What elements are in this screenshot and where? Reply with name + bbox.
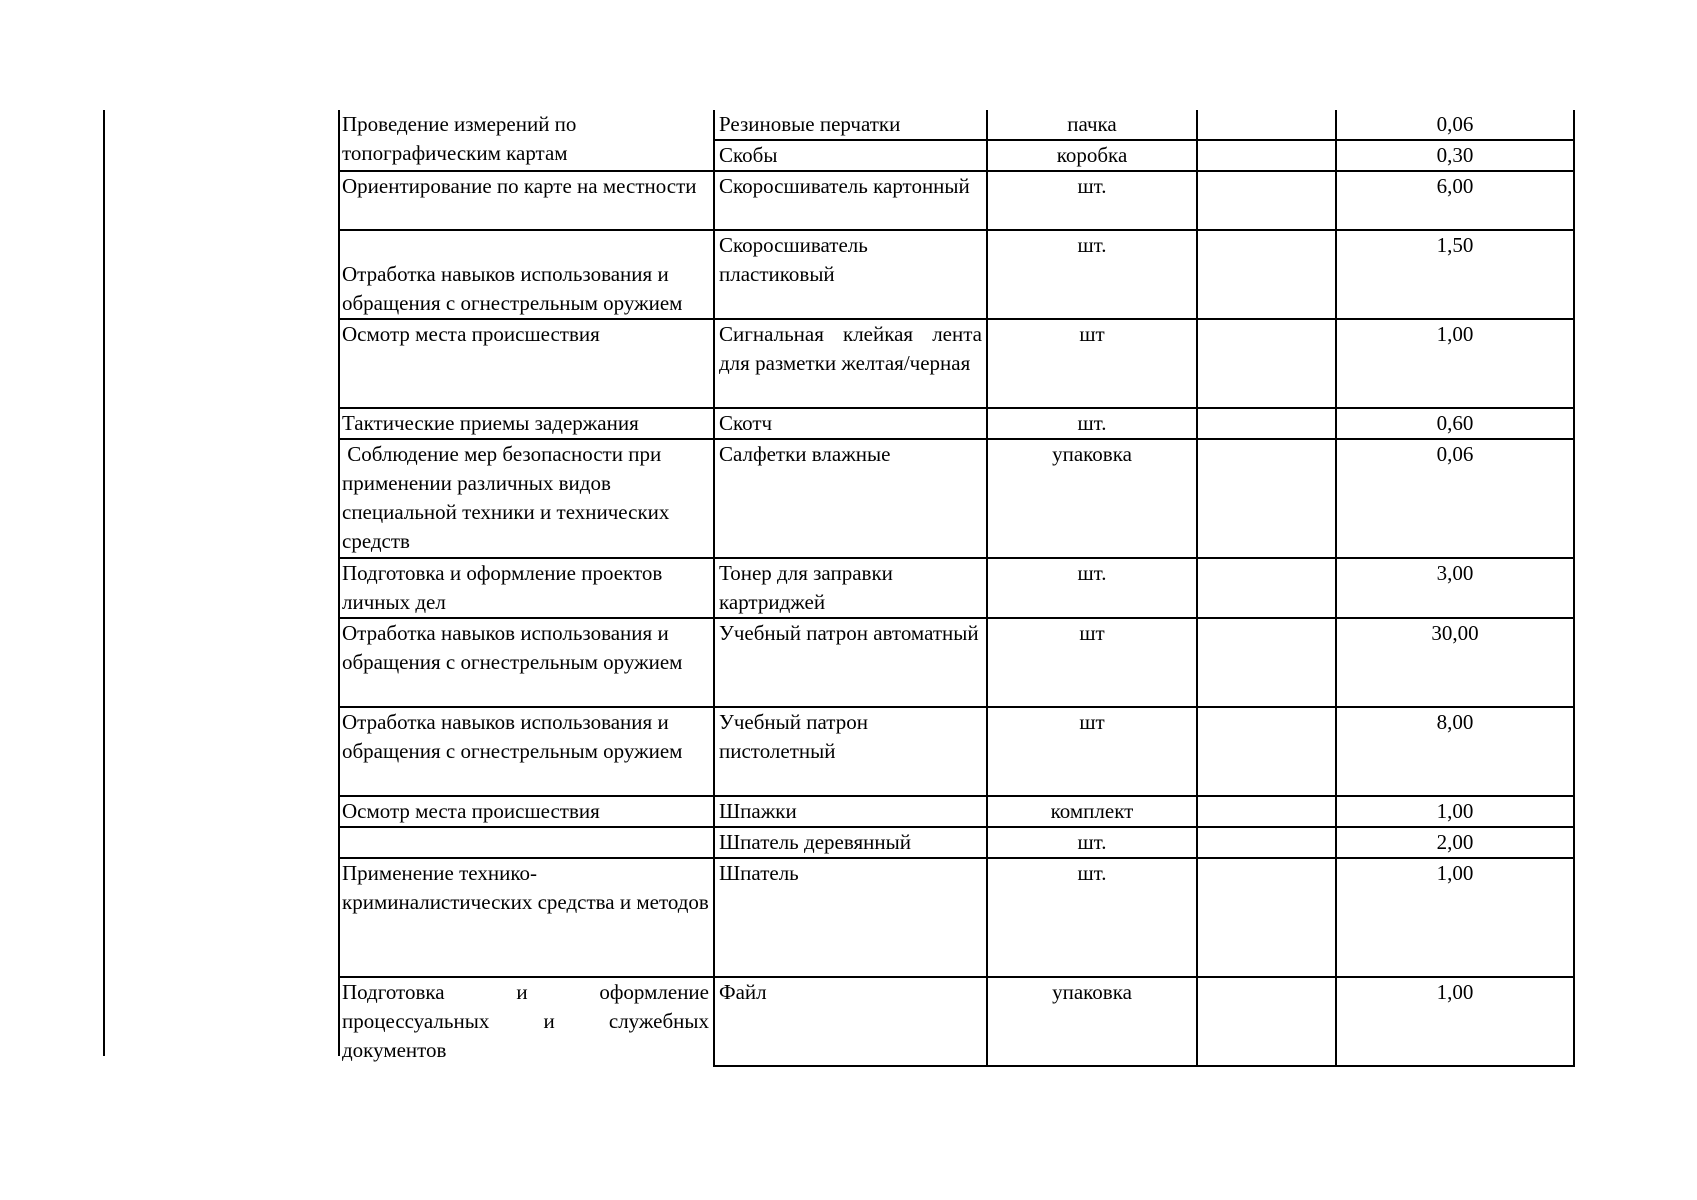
empty-cell [1197, 796, 1336, 827]
activity-cell: Осмотр места происшествия [339, 796, 714, 827]
quantity-cell: 8,00 [1336, 707, 1574, 796]
quantity-cell: 30,00 [1336, 618, 1574, 707]
quantity-cell: 1,50 [1336, 230, 1574, 319]
table-row [339, 558, 1574, 618]
supplies-table [339, 110, 1575, 1067]
table-row [339, 439, 1574, 558]
unit-cell: шт. [987, 558, 1197, 618]
empty-cell [1197, 558, 1336, 618]
item-cell: Сигнальная клейкая лента для разметки желтая/черная [714, 319, 987, 408]
item-cell: Скоросшиватель картонный [714, 171, 987, 230]
quantity-cell: 3,00 [1336, 558, 1574, 618]
quantity-cell: 0,30 [1336, 140, 1574, 171]
quantity-cell: 0,06 [1336, 439, 1574, 558]
empty-cell [1197, 140, 1336, 171]
unit-cell: шт. [987, 408, 1197, 439]
activity-cell: Подготовка и оформление процессуальных и служебных документов [339, 977, 714, 1066]
unit-cell: шт. [987, 230, 1197, 319]
activity-cell: Отработка навыков использования и обращения с огнестрельным оружием [339, 618, 714, 707]
table-row [339, 858, 1574, 977]
activity-cell: Отработка навыков использования и обращения с огнестрельным оружием [339, 230, 714, 319]
empty-cell [1197, 858, 1336, 977]
activity-cell: Осмотр места происшествия [339, 319, 714, 408]
activity-cell: Применение технико-криминалистических средства и методов [339, 858, 714, 977]
empty-cell [1197, 408, 1336, 439]
quantity-cell: 0,60 [1336, 408, 1574, 439]
unit-cell: шт. [987, 171, 1197, 230]
empty-cell [1197, 319, 1336, 408]
item-cell: Шпатель деревянный [714, 827, 987, 858]
unit-cell: упаковка [987, 977, 1197, 1066]
activity-cell: Подготовка и оформление проектов личных дел [339, 558, 714, 618]
table-row [339, 977, 1574, 1066]
quantity-cell: 1,00 [1336, 796, 1574, 827]
item-cell: Резиновые перчатки [714, 110, 987, 140]
table-row [339, 319, 1574, 408]
quantity-cell: 1,00 [1336, 319, 1574, 408]
item-cell: Учебный патрон пистолетный [714, 707, 987, 796]
unit-cell: шт. [987, 827, 1197, 858]
empty-cell [1197, 439, 1336, 558]
activity-cell: Проведение измерений по топографическим картам [339, 110, 714, 171]
empty-cell [1197, 171, 1336, 230]
table-row [339, 408, 1574, 439]
unit-cell: пачка [987, 110, 1197, 140]
table-row [339, 171, 1574, 230]
unit-cell: шт [987, 618, 1197, 707]
table-row [339, 796, 1574, 827]
quantity-cell: 2,00 [1336, 827, 1574, 858]
table-row [339, 110, 1574, 140]
quantity-cell: 1,00 [1336, 977, 1574, 1066]
table-row [339, 827, 1574, 858]
table-row [339, 707, 1574, 796]
margin-rule [103, 110, 105, 1056]
quantity-cell: 6,00 [1336, 171, 1574, 230]
activity-cell: Отработка навыков использования и обращения с огнестрельным оружием [339, 707, 714, 796]
empty-cell [1197, 827, 1336, 858]
quantity-cell: 0,06 [1336, 110, 1574, 140]
item-cell: Тонер для заправки картриджей [714, 558, 987, 618]
unit-cell: шт [987, 707, 1197, 796]
empty-cell [1197, 230, 1336, 319]
item-cell: Скобы [714, 140, 987, 171]
unit-cell: комплект [987, 796, 1197, 827]
item-cell: Салфетки влажные [714, 439, 987, 558]
empty-cell [1197, 110, 1336, 140]
item-cell: Файл [714, 977, 987, 1066]
item-cell: Скотч [714, 408, 987, 439]
activity-cell: Ориентирование по карте на местности [339, 171, 714, 230]
item-cell: Шпажки [714, 796, 987, 827]
unit-cell: шт. [987, 858, 1197, 977]
activity-cell: Соблюдение мер безопасности при применении различных видов специальной техники и технических средств [339, 439, 714, 558]
table-row [339, 618, 1574, 707]
table-row [339, 230, 1574, 319]
activity-cell: Тактические приемы задержания [339, 408, 714, 439]
unit-cell: упаковка [987, 439, 1197, 558]
empty-cell [1197, 707, 1336, 796]
quantity-cell: 1,00 [1336, 858, 1574, 977]
empty-cell [1197, 977, 1336, 1066]
item-cell: Скоросшиватель пластиковый [714, 230, 987, 319]
empty-cell [1197, 618, 1336, 707]
item-cell: Шпатель [714, 858, 987, 977]
item-cell: Учебный патрон автоматный [714, 618, 987, 707]
unit-cell: шт [987, 319, 1197, 408]
unit-cell: коробка [987, 140, 1197, 171]
activity-cell [339, 827, 714, 858]
